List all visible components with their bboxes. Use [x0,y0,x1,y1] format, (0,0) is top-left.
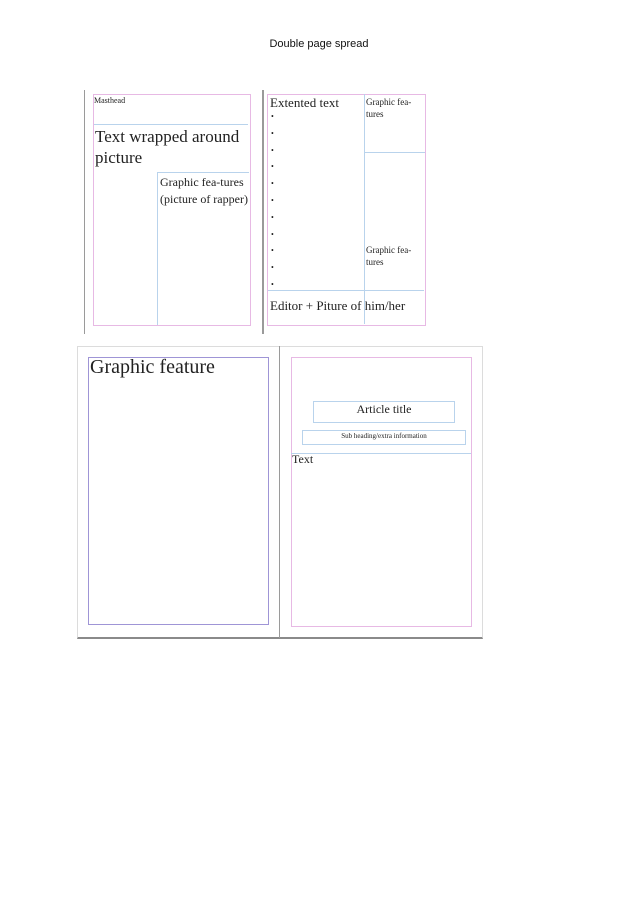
extended-text-label: Extented text [270,95,339,110]
bullet-item: • [271,246,274,256]
top-spread-sketch [84,90,428,334]
bullet-item: • [271,229,274,239]
text-area-guide [291,453,471,454]
spread-spine [262,90,264,334]
bottom-spread-sketch [77,346,483,639]
bullet-item: • [271,212,274,222]
editor-label: Editor + Piture of him/her [270,298,406,313]
graphic-feature-box [88,357,269,625]
bullet-item: • [271,145,274,155]
wrapped-text-label: Text wrapped around picture [95,127,240,167]
article-title-label: Article title [356,402,412,416]
masthead-label: Masthead [94,96,126,105]
graphic-feature-label-left: Graphic fea-tures (picture of rapper) [160,175,248,206]
bottom-spread-spine [279,346,280,638]
graphic-feature-label: Graphic feature [90,356,215,378]
left-page-edge [84,90,85,334]
bullet-item: • [271,279,274,289]
bullet-item: • [271,263,274,273]
page-title: Double page spread [269,38,369,50]
bullet-item: • [271,112,274,121]
bullet-item: • [271,195,274,205]
wrap-text-guide [94,124,248,125]
sub-heading-label: Sub heading/extra information [341,432,427,440]
text-label: Text [292,452,314,466]
article-page-margin-box [291,357,472,627]
bullet-item: • [271,128,274,138]
bullet-item: • [271,162,274,172]
graphic-feature-label-bottom-right: Graphic fea-tures [366,245,412,267]
editor-guide [268,290,424,291]
bullet-item: • [271,179,274,189]
bullet-list [271,112,279,297]
graphic-feature-label-top-right: Graphic fea-tures [366,97,412,119]
